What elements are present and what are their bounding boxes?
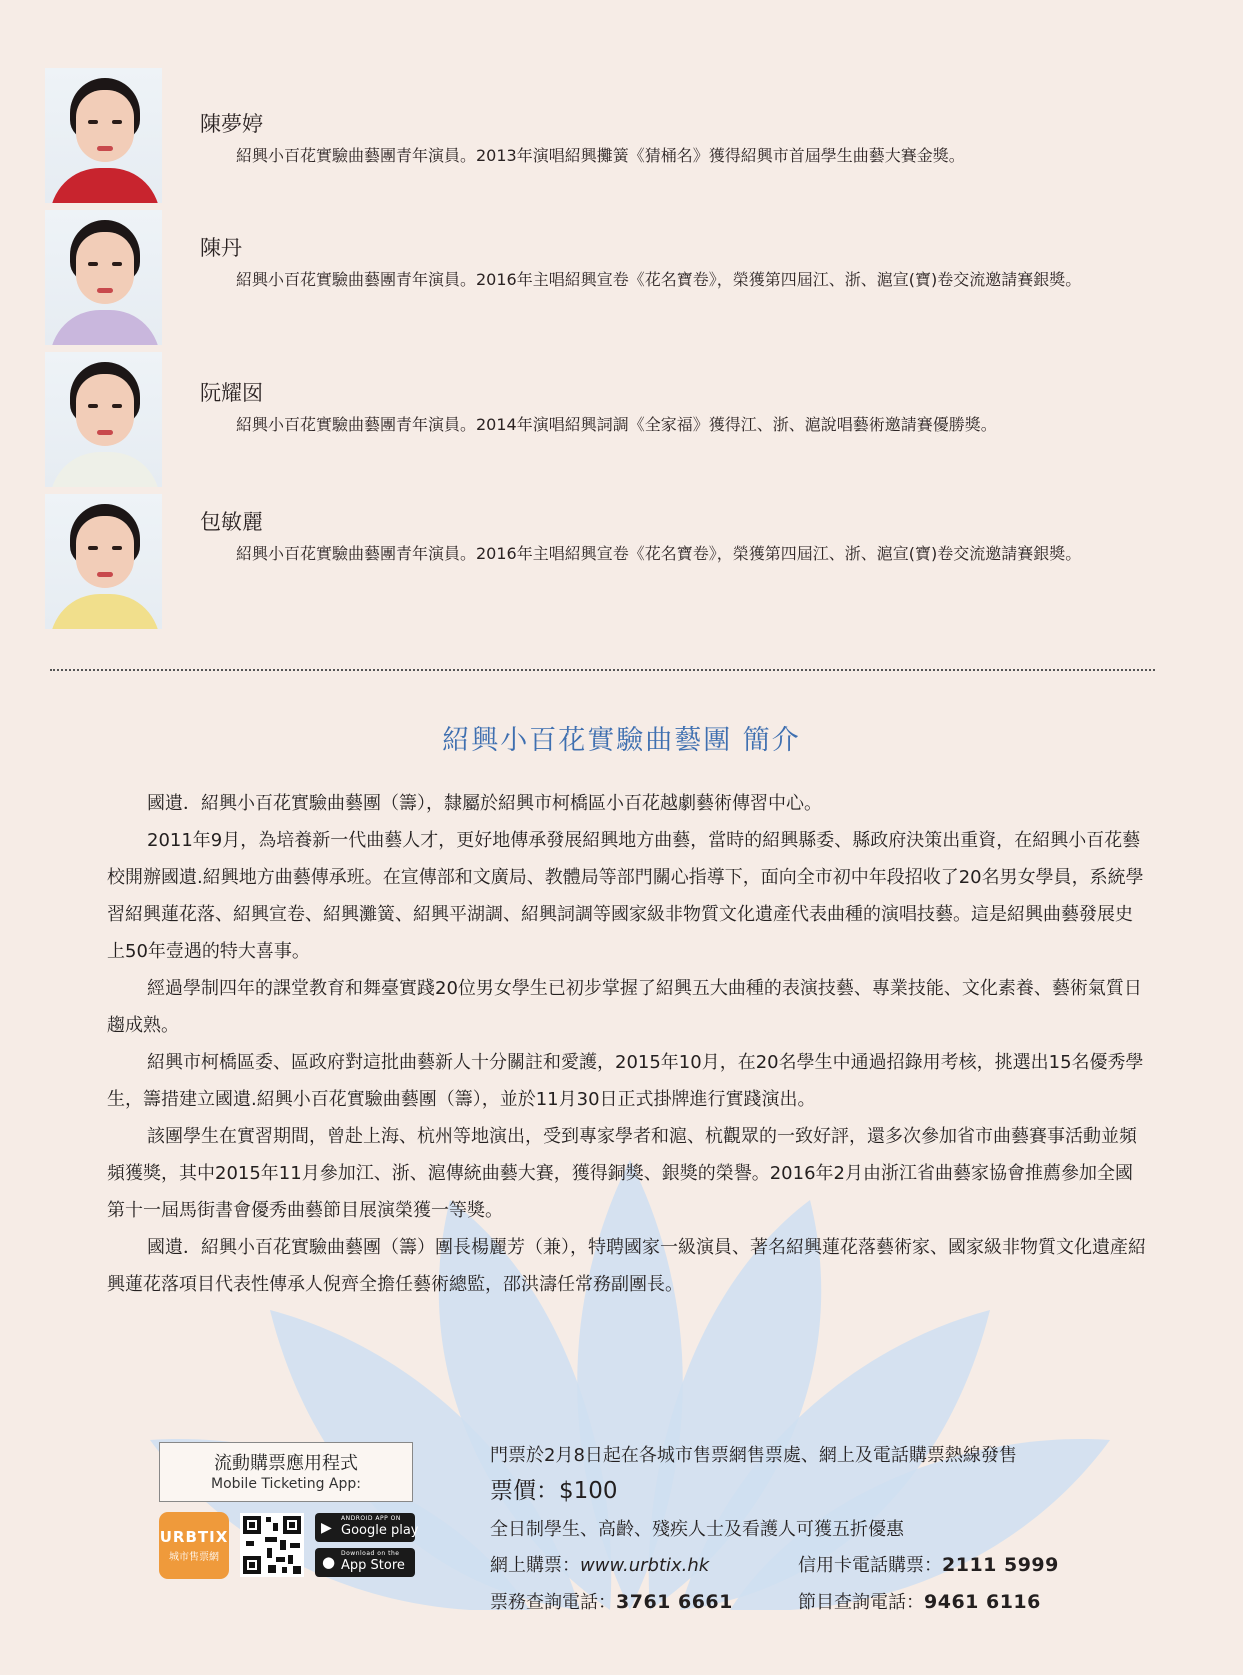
enquiry-phone: 3761 6661 [616,1591,733,1613]
urbtix-logo-text: URBTIX [159,1528,229,1546]
apple-icon: ● [322,1553,336,1571]
performer-name: 陳夢婷 [200,112,263,136]
urbtix-logo-icon[interactable] [159,1512,229,1579]
performer-portrait-icon [45,68,162,203]
price-value: $100 [559,1478,618,1504]
performer-name: 包敏麗 [200,510,263,534]
intro-paragraph: 國遺．紹興小百花實驗曲藝團（籌），隸屬於紹興市柯橋區小百花越劇藝術傳習中心。 [147,793,822,814]
discount-info: 全日制學生、高齡、殘疾人士及看護人可獲五折優惠 [490,1519,904,1540]
mobile-app-box [159,1442,413,1502]
online-url-link[interactable]: www.urbtix.hk [580,1555,710,1576]
online-label: 網上購票： [490,1555,580,1576]
price-label: 票價： [490,1478,559,1504]
app-title-en: Mobile Ticketing App: [211,1476,361,1492]
intro-paragraph: 紹興市柯橋區委、區政府對這批曲藝新人十分關註和愛護，2015年10月，在20名學生中通過招錄用考核，挑選出15名優秀學生，籌措建立國遺.紹興小百花實驗曲藝團（籌），並於11月30日正式掛牌進行實踐演出。 [107,1052,1144,1110]
qr-code-icon[interactable] [240,1513,304,1577]
section-title: 紹興小百花實驗曲藝團 簡介 [442,725,801,756]
app-store-small-text: Download on the [341,1550,400,1557]
google-play-small-text: ANDROID APP ON [341,1515,401,1522]
intro-paragraph: 國遺．紹興小百花實驗曲藝團（籌）團長楊麗芳（兼），特聘國家一級演員、著名紹興蓮花落藝術家、國家級非物質文化遺產紹興蓮花落項目代表性傳承人倪齊全擔任藝術總監，邵洪濤任常務副團長。 [107,1237,1146,1295]
program-phone: 9461 6116 [924,1591,1041,1613]
app-title-zh: 流動購票應用程式 [214,1453,358,1474]
performer-portrait-icon [45,494,162,629]
credit-phone: 2111 5999 [942,1554,1059,1576]
intro-paragraph: 經過學制四年的課堂教育和舞臺實踐20位男女學生已初步掌握了紹興五大曲種的表演技藝、專業技能、文化素養、藝術氣質日趨成熟。 [107,978,1142,1036]
google-play-text: Google play [341,1523,419,1538]
credit-card-booking [798,1551,1059,1577]
performer-description: 紹興小百花實驗曲藝團青年演員。2014年演唱紹興詞調《全家福》獲得江、浙、滬說唱藝術邀請賽優勝獎。 [236,415,997,434]
google-play-badge[interactable] [315,1513,419,1542]
ticket-enquiry [490,1588,733,1614]
intro-text [107,785,1147,1303]
ticket-price [490,1472,618,1505]
performer-portrait-icon [45,210,162,345]
performer-description: 紹興小百花實驗曲藝團青年演員。2016年主唱紹興宣卷《花名寶卷》，榮獲第四屆江、浙、滬宣(寶)卷交流邀請賽銀獎。 [236,544,1082,563]
program-enquiry [798,1588,1041,1614]
program-label: 節目查詢電話： [798,1592,924,1613]
ticket-sale-info: 門票於2月8日起在各城市售票網售票處、網上及電話購票熱線發售 [490,1445,1017,1466]
dotted-divider [50,669,1155,671]
app-store-badge[interactable] [315,1548,415,1577]
intro-paragraph: 2011年9月，為培養新一代曲藝人才，更好地傳承發展紹興地方曲藝，當時的紹興縣委、縣政府決策出重資，在紹興小百花藝校開辦國遺.紹興地方曲藝傳承班。在宣傳部和文廣局、教體局等部門關心指導下，面向全市初中年段招收了20名男女學員，系統學習紹興蓮花落、紹興宣卷、紹興灘簧、紹興平湖調、紹興詞調等國家級非物質文化遺產代表曲種的演唱技藝。這是紹興曲藝發展史上50年壹遇的特大喜事。 [107,830,1144,962]
online-booking [490,1551,709,1577]
app-store-text: App Store [341,1558,405,1573]
intro-paragraph: 該團學生在實習期間，曾赴上海、杭州等地演出，受到專家學者和滬、杭觀眾的一致好評，還多次參加省市曲藝賽事活動並頻頻獲獎，其中2015年11月參加江、浙、滬傳統曲藝大賽，獲得銅獎、銀獎的榮譽。2016年2月由浙江省曲藝家協會推薦參加全國第十一屆馬街書會優秀曲藝節目展演榮獲一等獎。 [107,1126,1137,1221]
play-triangle-icon: ▶ [321,1520,332,1536]
performer-description: 紹興小百花實驗曲藝團青年演員。2016年主唱紹興宣卷《花名寶卷》，榮獲第四屆江、浙、滬宣(寶)卷交流邀請賽銀獎。 [236,270,1082,289]
performer-portrait-icon [45,352,162,487]
urbtix-logo-subtext: 城市售票網 [169,1552,219,1563]
credit-label: 信用卡電話購票： [798,1555,942,1576]
performer-name: 陳丹 [200,236,242,260]
performer-name: 阮耀囡 [200,381,263,405]
performer-description: 紹興小百花實驗曲藝團青年演員。2013年演唱紹興攤簧《猜桶名》獲得紹興市首屆學生曲藝大賽金獎。 [236,146,965,165]
enquiry-label: 票務查詢電話： [490,1592,616,1613]
